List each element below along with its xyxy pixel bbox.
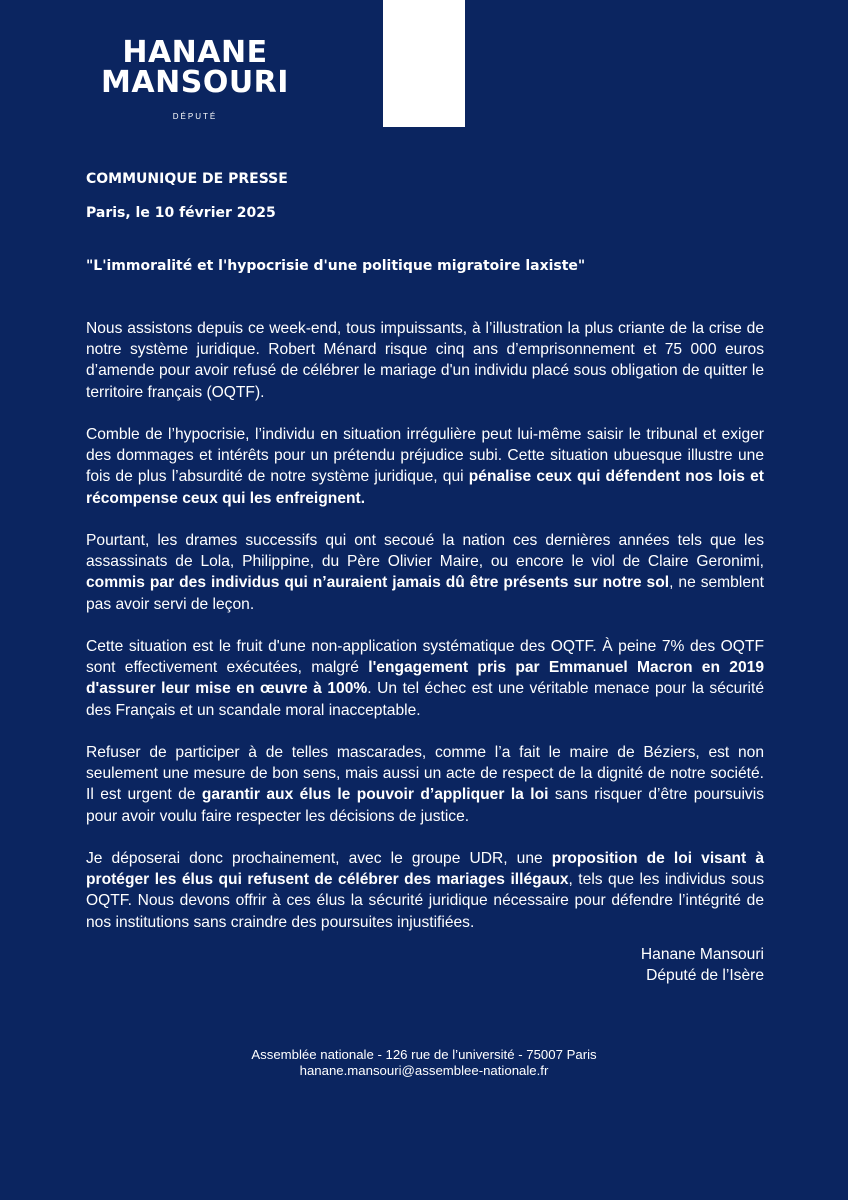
paragraph-3 <box>86 530 764 615</box>
date-line: Paris, le 10 février 2025 <box>86 205 276 221</box>
paragraph-5 <box>86 742 764 827</box>
signature-role: Député de l’Isère <box>646 967 764 984</box>
press-release-label: COMMUNIQUE DE PRESSE <box>86 171 288 187</box>
emphasis-run: proposition de loi visant à protéger les élus qui refusent de célébrer des mariages illégaux <box>86 850 764 889</box>
signature-name: Hanane Mansouri <box>640 946 764 963</box>
text-run: Pourtant, les drames successifs qui ont secoué la nation ces dernières années tels que les assassinats de Lola, Philippine, du Père Olivier Maire, ou encore le viol de Claire Geronimi, <box>86 532 764 571</box>
signature <box>641 944 764 986</box>
footer <box>0 1047 848 1079</box>
logo-subtitle: DÉPUTÉ <box>172 112 218 121</box>
paragraph-1 <box>86 318 764 403</box>
footer-email[interactable]: hanane.mansouri@assemblee-nationale.fr <box>299 1063 549 1078</box>
paragraph-2 <box>86 424 764 509</box>
footer-address: Assemblée nationale - 126 rue de l’université - 75007 Paris <box>251 1047 597 1062</box>
press-release-title: "L'immoralité et l'hypocrisie d'une politique migratoire laxiste" <box>86 258 586 274</box>
text-run: Je déposerai donc prochainement, avec le groupe UDR, une <box>86 850 552 867</box>
white-header-tab <box>383 0 465 127</box>
logo-name-first: HANANE <box>122 35 268 70</box>
text-run: , ne semblent pas avoir servi de leçon. <box>86 574 764 613</box>
text-run: , tels que les individus sous OQTF. Nous devons offrir à ces élus la sécurité juridique nécessaire pour défendre l’intégrité de nos institutions sans craindre des poursuites injustifiées. <box>86 871 765 931</box>
logo <box>100 35 290 121</box>
emphasis-run: commis par des individus qui n’auraient jamais dû être présents sur notre sol <box>86 574 670 592</box>
body-text <box>86 318 764 954</box>
text-run: Refuser de participer à de telles mascarades, comme l’a fait le maire de Béziers, est non seulement une mesure de bon sens, mais aussi un acte de respect de la dignité de notre société. Il est urgent de <box>86 744 764 804</box>
text-run: Nous assistons depuis ce week-end, tous impuissants, à l’illustration la plus criante de la crise de notre système juridique. Robert Ménard risque cinq ans d’emprisonnement et 75 000 euros d’amende pour avoir refusé de célébrer le mariage d'un individu placé sous obligation de quitter le territoire français (OQTF). <box>86 320 764 401</box>
text-run: . Un tel échec est une véritable menace pour la sécurité des Français et un scandale moral inacceptable. <box>86 680 764 719</box>
text-run: sans risquer d’être poursuivis pour avoir voulu faire respecter les décisions de justice. <box>86 786 764 825</box>
emphasis-run: l'engagement pris par Emmanuel Macron en 2019 d'assurer leur mise en œuvre à 100% <box>86 659 764 698</box>
text-run: Cette situation est le fruit d'une non-application systématique des OQTF. À peine 7% des OQTF sont effectivement exécutées, malgré <box>86 638 764 677</box>
paragraph-6 <box>86 848 764 933</box>
logo-name-last: MANSOURI <box>101 65 289 100</box>
paragraph-4 <box>86 636 764 721</box>
emphasis-run: pénalise ceux qui défendent nos lois et récompense ceux qui les enfreignent. <box>86 468 764 507</box>
text-run: Comble de l’hypocrisie, l’individu en situation irrégulière peut lui-même saisir le tribunal et exiger des dommages et intérêts pour un prétendu préjudice subi. Cette situation ubuesque illustre une fois de plus l’absurdité de notre système juridique, qui <box>86 426 764 486</box>
emphasis-run: garantir aux élus le pouvoir d’appliquer la loi <box>201 786 549 804</box>
